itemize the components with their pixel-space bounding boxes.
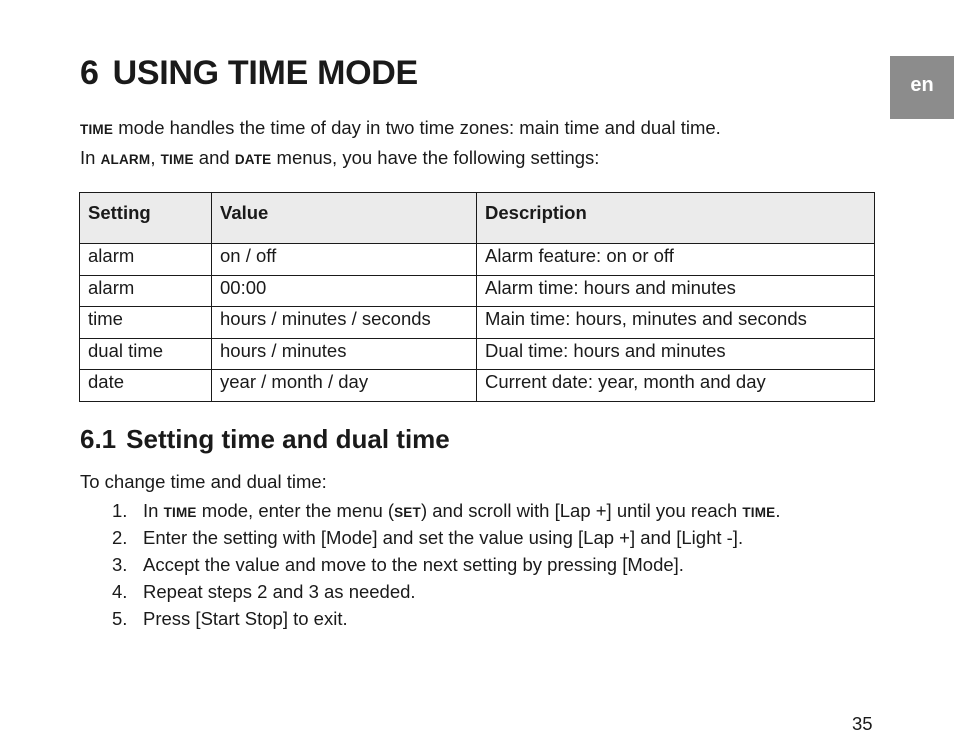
list-item — [80, 608, 781, 635]
keyword-alarm: ALARM — [100, 152, 151, 167]
chapter-heading — [80, 54, 418, 93]
cell-setting: date — [80, 370, 212, 402]
chapter-title: USING TIME MODE — [112, 54, 418, 92]
step-text: Press [Start Stop] to exit. — [143, 608, 348, 629]
keyword-set: SET — [394, 505, 421, 520]
keyword-time: TIME — [742, 505, 776, 520]
intro-line-2 — [80, 147, 599, 169]
cell-setting: time — [80, 307, 212, 339]
cell-setting: dual time — [80, 338, 212, 370]
table-row — [80, 275, 875, 307]
step-number: 2. — [112, 527, 128, 548]
table-row — [80, 338, 875, 370]
lead-text: To change time and dual time: — [80, 471, 327, 492]
step-text: Accept the value and move to the next setting by pressing [Mode]. — [143, 554, 684, 575]
section-title: Setting time and dual time — [126, 424, 450, 454]
intro-line-1 — [80, 117, 721, 139]
cell-value: on / off — [212, 244, 477, 276]
cell-description: Alarm feature: on or off — [477, 244, 875, 276]
intro-text: In — [80, 147, 101, 168]
settings-table — [79, 192, 875, 402]
step-text: mode, enter the menu ( — [196, 500, 395, 521]
step-text: . — [775, 500, 781, 521]
step-number: 3. — [112, 554, 128, 575]
table-row — [80, 244, 875, 276]
language-tab — [890, 56, 954, 119]
list-item — [80, 581, 781, 608]
column-header-description: Description — [477, 193, 875, 244]
column-header-setting: Setting — [80, 193, 212, 244]
section-number: 6.1 — [80, 424, 117, 454]
intro-text: and — [193, 147, 235, 168]
keyword-time: TIME — [163, 505, 197, 520]
cell-description: Main time: hours, minutes and seconds — [477, 307, 875, 339]
keyword-time: TIME — [80, 122, 114, 137]
table-header-row — [80, 193, 875, 244]
steps-list — [80, 500, 781, 635]
column-header-value: Value — [212, 193, 477, 244]
cell-setting: alarm — [80, 244, 212, 276]
list-item — [80, 527, 781, 554]
list-item — [80, 500, 781, 527]
cell-description: Dual time: hours and minutes — [477, 338, 875, 370]
step-number: 4. — [112, 581, 128, 602]
keyword-time: TIME — [160, 152, 194, 167]
intro-text: menus, you have the following settings: — [271, 147, 600, 168]
step-text: ) and scroll with [Lap +] until you reach — [420, 500, 743, 521]
section-heading — [80, 424, 450, 455]
step-text: In — [143, 500, 164, 521]
step-number: 5. — [112, 608, 128, 629]
cell-description: Alarm time: hours and minutes — [477, 275, 875, 307]
intro-line-1-text: mode handles the time of day in two time zones: main time and dual time. — [113, 117, 721, 138]
step-text: Repeat steps 2 and 3 as needed. — [143, 581, 416, 602]
intro-text: , — [150, 147, 161, 168]
language-label: en — [910, 74, 934, 96]
table-row — [80, 307, 875, 339]
list-item — [80, 554, 781, 581]
step-number: 1. — [112, 500, 128, 521]
cell-setting: alarm — [80, 275, 212, 307]
cell-value: hours / minutes — [212, 338, 477, 370]
table-row — [80, 370, 875, 402]
cell-description: Current date: year, month and day — [477, 370, 875, 402]
page-number: 35 — [852, 713, 873, 734]
cell-value: year / month / day — [212, 370, 477, 402]
cell-value: hours / minutes / seconds — [212, 307, 477, 339]
keyword-date: DATE — [234, 152, 272, 167]
step-text: Enter the setting with [Mode] and set the value using [Lap +] and [Light -]. — [143, 527, 744, 548]
chapter-number: 6 — [80, 54, 99, 92]
cell-value: 00:00 — [212, 275, 477, 307]
